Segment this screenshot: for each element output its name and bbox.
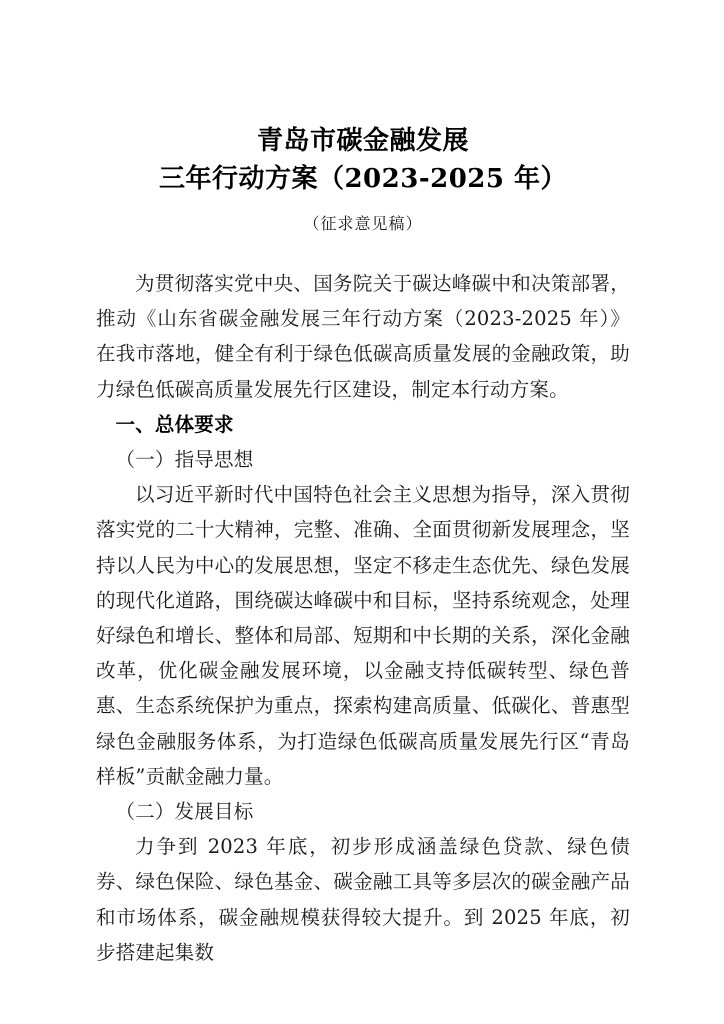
- document-content-column: [96, 0, 630, 970]
- subsection-heading-guiding-ideology: （一）指导思想: [115, 448, 254, 472]
- subsection-heading-development-goals: （二）发展目标: [115, 800, 254, 824]
- page-title: [96, 0, 630, 198]
- document-body: [96, 236, 630, 970]
- section-heading-overall-requirements: 一、总体要求: [115, 412, 234, 436]
- development-goals-paragraph: 力争到 2023 年底，初步形成涵盖绿色贷款、绿色债券、绿色保险、绿色基金、碳金融工具等多层次的碳金融产品和市场体系，碳金融规模获得较大提升。到 2025 年底，初步搭建起集数: [96, 835, 630, 964]
- page-title-line-1: 青岛市碳金融发展: [256, 126, 469, 156]
- page-subtitle: （征求意见稿）: [303, 214, 423, 233]
- page-title-line-2: 三年行动方案（2023-2025 年）: [158, 164, 568, 194]
- guiding-ideology-paragraph: 以习近平新时代中国特色社会主义思想为指导，深入贯彻落实党的二十大精神，完整、准确、全面贯彻新发展理念，坚持以人民为中心的发展思想，坚定不移走生态优先、绿色发展的现代化道路，围绕碳达峰碳中和目标，坚持系统观念，处理好绿色和增长、整体和局部、短期和中长期的关系，深化金融改革，优化碳金融发展环境，以金融支持低碳转型、绿色普惠、生态系统保护为重点，探索构建高质量、低碳化、普惠型绿色金融服务体系，为打造绿色低碳高质量发展先行区“青岛样板”贡献金融力量。: [96, 483, 630, 788]
- preamble-paragraph: 为贯彻落实党中央、国务院关于碳达峰碳中和决策部署，推动《山东省碳金融发展三年行动方案（2023-2025 年）》在我市落地，健全有利于绿色低碳高质量发展的金融政策，助力绿色低碳高质量发展先行区建设，制定本行动方案。: [96, 272, 630, 401]
